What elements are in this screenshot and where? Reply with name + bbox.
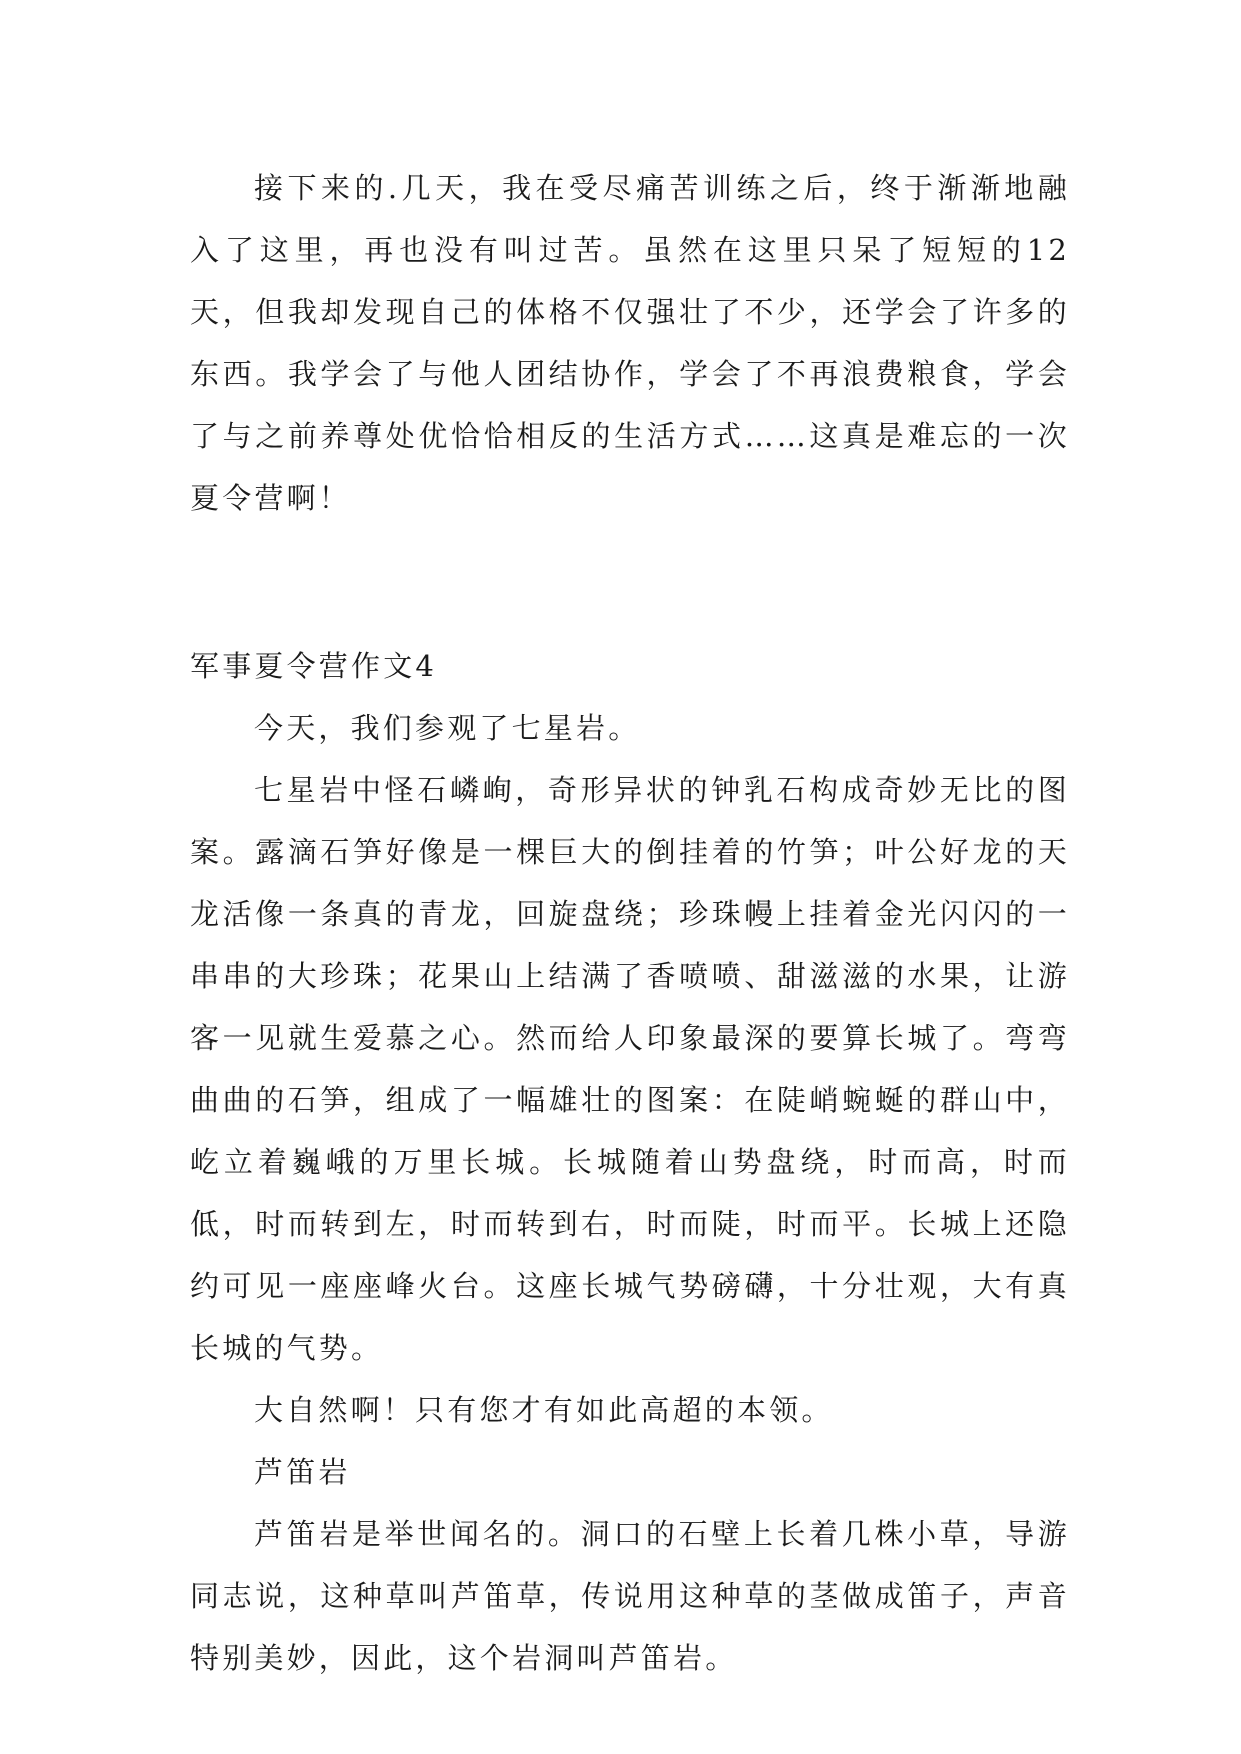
paragraph-seven-star-cave: 七星岩中怪石嶙峋，奇形异状的钟乳石构成奇妙无比的图案。露滴石笋好像是一棵巨大的倒挂着的竹笋；叶公好龙的天龙活像一条真的青龙，回旋盘绕；珍珠幔上挂着金光闪闪的一串串的大珍珠；花果山上结满了香喷喷、甜滋滋的水果，让游客一见就生爱慕之心。然而给人印象最深的要算长城了。弯弯曲曲的石笋，组成了一幅雄壮的图案：在陡峭蜿蜒的群山中，屹立着巍峨的万里长城。长城随着山势盘绕，时而高，时而低，时而转到左，时而转到右，时而陡，时而平。长城上还隐约可见一座座峰火台。这座长城气势磅礴，十分壮观，大有真长城的气势。 xyxy=(190,773,1070,1365)
paragraph-nature-praise: 大自然啊！只有您才有如此高超的本领。 xyxy=(254,1393,834,1427)
section-spacer xyxy=(190,529,1070,635)
document-body xyxy=(190,157,1070,1689)
subheading-reed-flute-cave: 芦笛岩 xyxy=(254,1455,351,1489)
paragraph-summer-camp-ending: 接下来的.几天，我在受尽痛苦训练之后，终于渐渐地融入了这里，再也没有叫过苦。虽然在这里只呆了短短的12天，但我却发现自己的体格不仅强壮了不少，还学会了许多的东西。我学会了与他人团结协作，学会了不再浪费粮食，学会了与之前养尊处优恰恰相反的生活方式……这真是难忘的一次夏令营啊！ xyxy=(190,171,1070,515)
paragraph-visit-intro: 今天，我们参观了七星岩。 xyxy=(254,711,641,745)
section-title: 军事夏令营作文4 xyxy=(190,649,438,683)
paragraph-reed-flute-cave: 芦笛岩是举世闻名的。洞口的石壁上长着几株小草，导游同志说，这种草叫芦笛草，传说用这种草的茎做成笛子，声音特别美妙，因此，这个岩洞叫芦笛岩。 xyxy=(190,1517,1070,1675)
